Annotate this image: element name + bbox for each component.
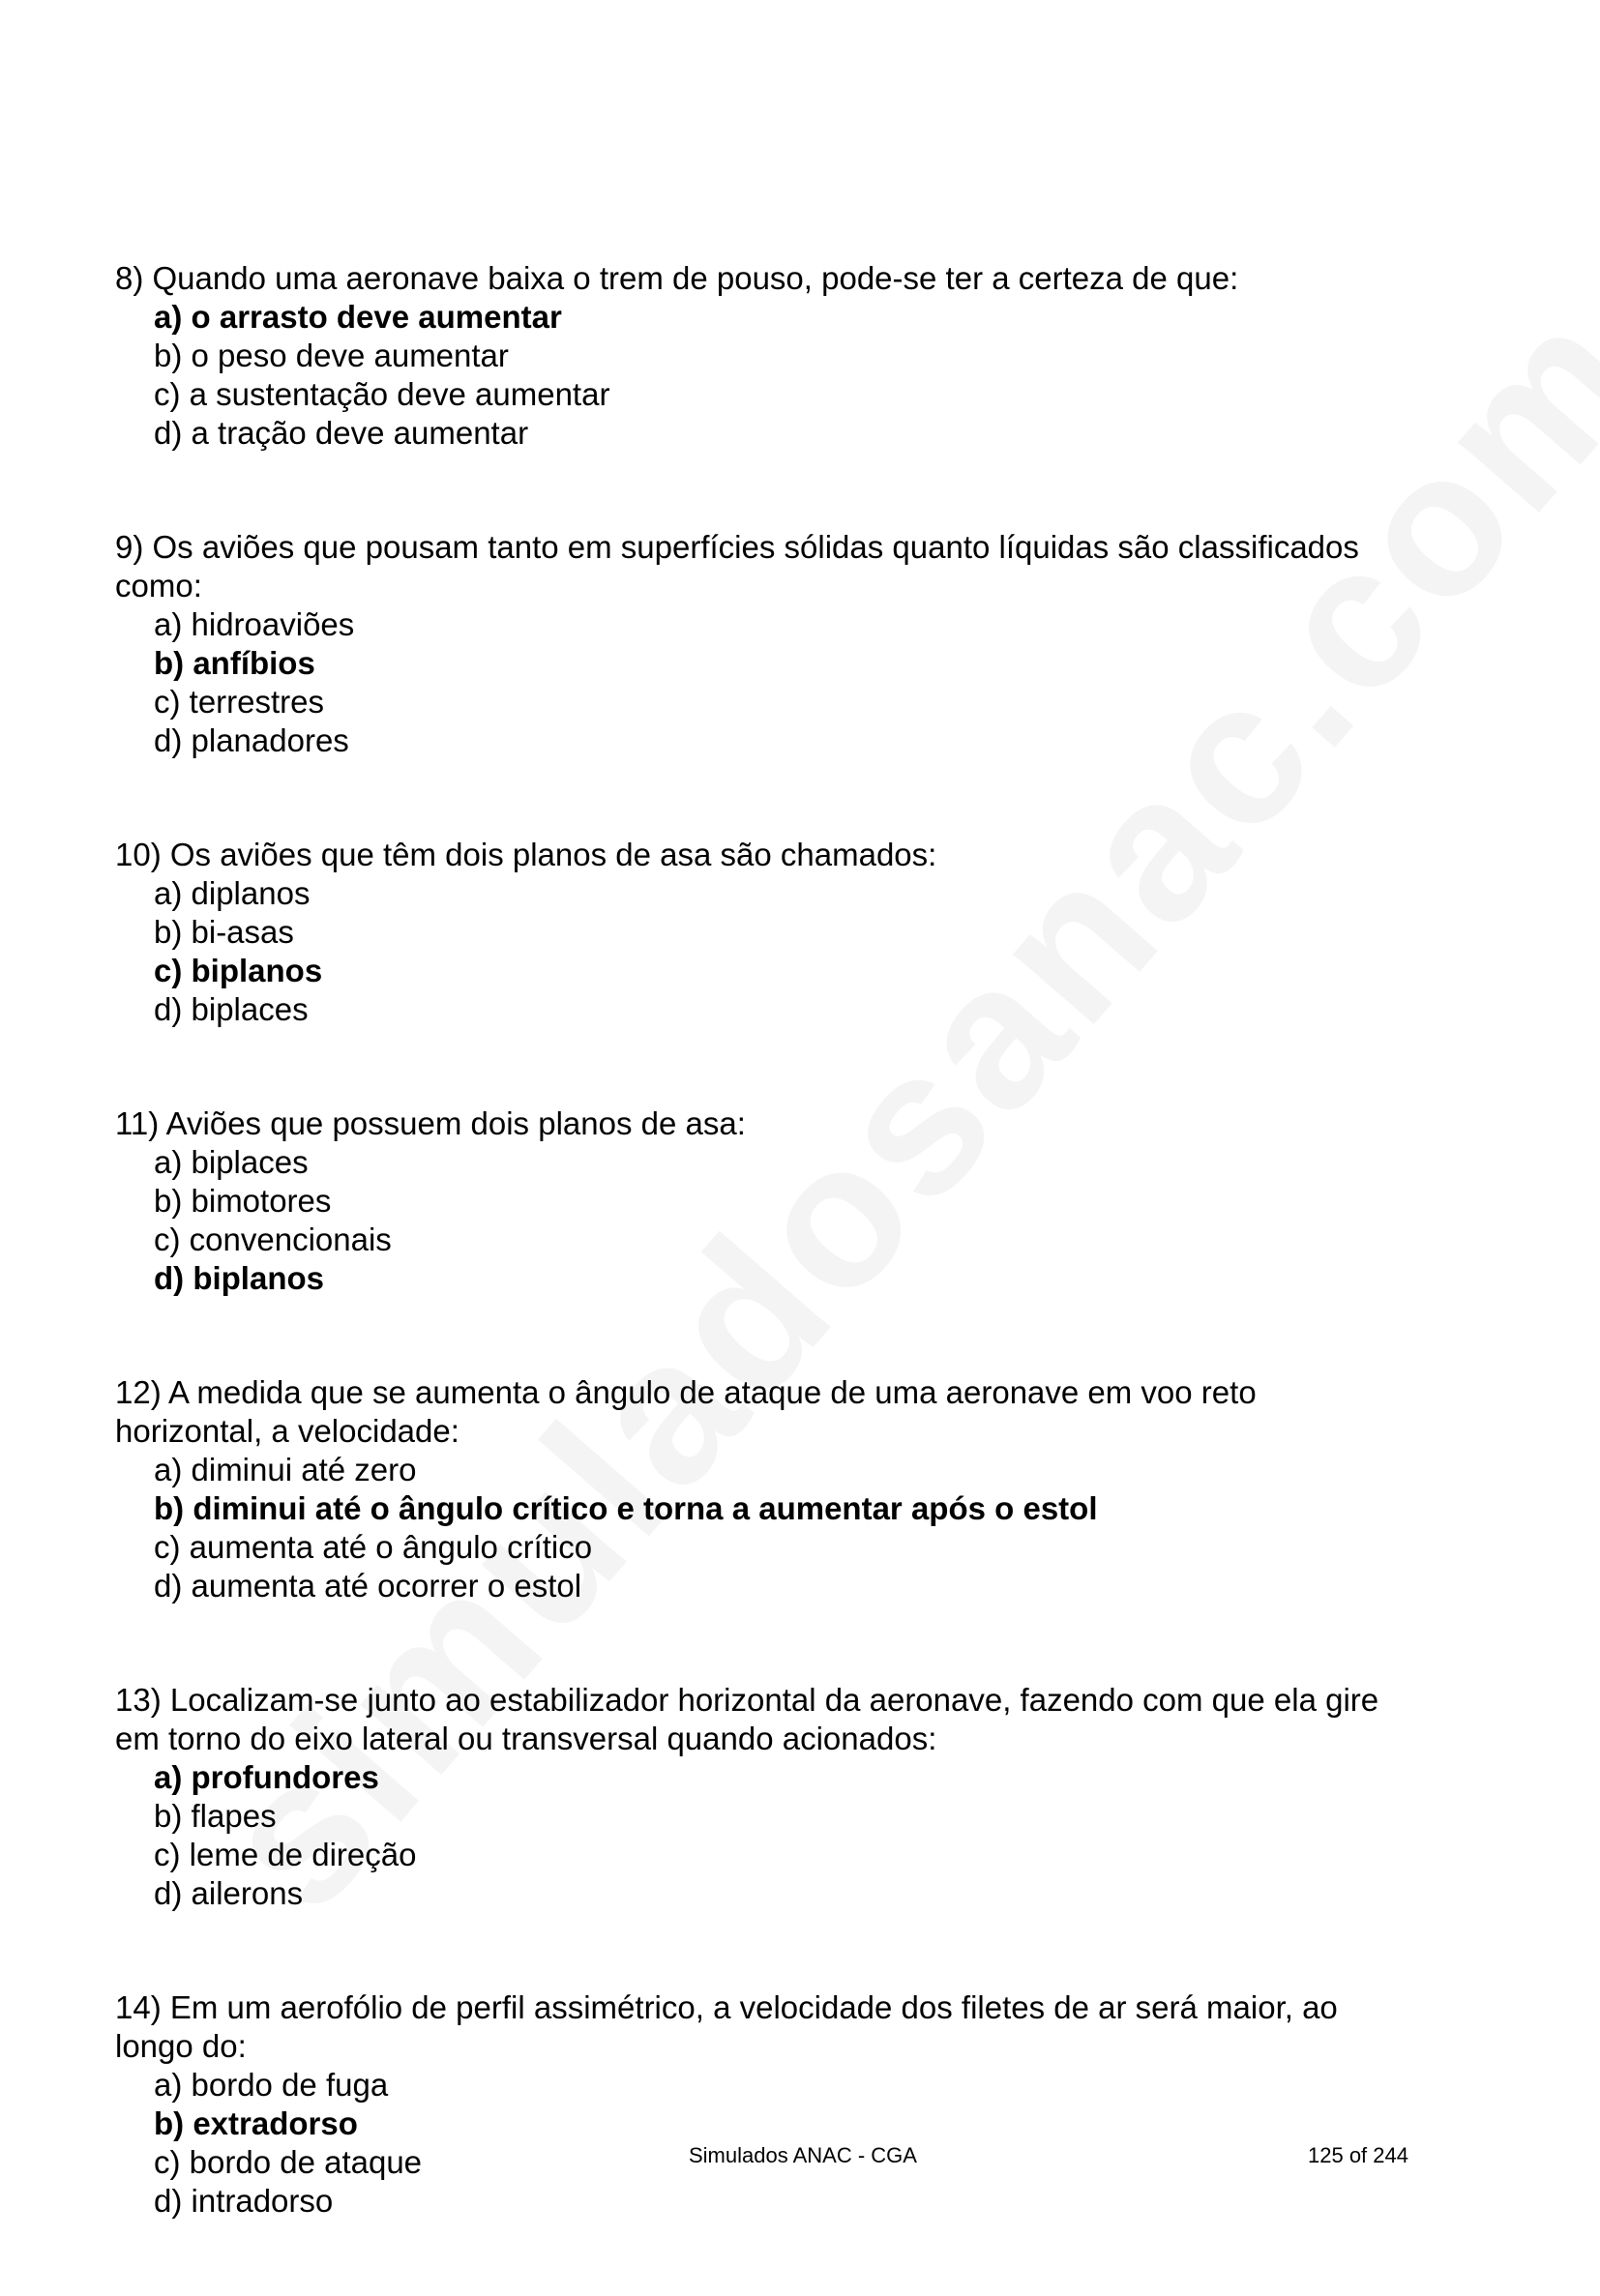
option-a: a) bordo de fuga — [154, 2067, 389, 2103]
option-b: b) flapes — [154, 1798, 277, 1834]
option-c: c) convencionais — [154, 1222, 392, 1257]
option-c: c) a sustentação deve aumentar — [154, 376, 610, 412]
page-number: 125 of 244 — [1308, 2143, 1408, 2167]
option-c: c) biplanos — [154, 953, 323, 988]
option-b: b) bi-asas — [154, 914, 294, 950]
question-text: 9) Os aviões que pousam tanto em superfícies sólidas quanto líquidas são classificados como: — [115, 529, 1359, 603]
option-d: d) a tração deve aumentar — [154, 415, 529, 451]
option-a: a) biplaces — [154, 1144, 309, 1180]
option-d: d) biplanos — [154, 1260, 324, 1296]
question-text: 12) A medida que se aumenta o ângulo de ataque de uma aeronave em voo reto horizontal, a velocidade: — [115, 1374, 1257, 1449]
option-d: d) aumenta até ocorrer o estol — [154, 1568, 582, 1604]
option-b: b) bimotores — [154, 1183, 332, 1219]
question-8 — [115, 259, 1450, 453]
footer-title: Simulados ANAC - CGA — [689, 2143, 917, 2167]
option-b: b) o peso deve aumentar — [154, 338, 509, 373]
question-list — [115, 259, 1450, 2296]
option-b: b) diminui até o ângulo crítico e torna a aumentar após o estol — [154, 1490, 1098, 1526]
question-14 — [115, 1988, 1450, 2221]
question-11 — [115, 1104, 1450, 1298]
option-d: d) intradorso — [154, 2183, 334, 2219]
question-13 — [115, 1681, 1450, 1913]
option-a: a) diplanos — [154, 875, 311, 911]
question-12 — [115, 1373, 1450, 1605]
question-text: 13) Localizam-se junto ao estabilizador horizontal da aeronave, fazendo com que ela gire em torno do eixo lateral ou transversal quando acionados: — [115, 1682, 1379, 1756]
option-b: b) anfíbios — [154, 645, 315, 681]
option-d: d) ailerons — [154, 1875, 304, 1911]
question-text: 11) Aviões que possuem dois planos de asa: — [115, 1105, 746, 1141]
question-9 — [115, 528, 1450, 760]
question-text: 14) Em um aerofólio de perfil assimétrico, a velocidade dos filetes de ar será maior, ao longo do: — [115, 1989, 1338, 2064]
option-c: c) aumenta até o ângulo crítico — [154, 1529, 593, 1565]
question-10 — [115, 836, 1450, 1029]
option-a: a) hidroaviões — [154, 606, 355, 642]
option-d: d) biplaces — [154, 991, 309, 1027]
option-b: b) extradorso — [154, 2105, 358, 2141]
option-a: a) diminui até zero — [154, 1452, 417, 1487]
option-c: c) terrestres — [154, 684, 325, 720]
option-c: c) bordo de ataque — [154, 2144, 423, 2180]
option-d: d) planadores — [154, 722, 349, 758]
option-c: c) leme de direção — [154, 1837, 417, 1872]
question-text: 8) Quando uma aeronave baixa o trem de pouso, pode-se ter a certeza de que: — [115, 260, 1239, 296]
option-a: a) o arrasto deve aumentar — [154, 299, 562, 335]
question-text: 10) Os aviões que têm dois planos de asa são chamados: — [115, 837, 937, 872]
option-a: a) profundores — [154, 1759, 379, 1795]
